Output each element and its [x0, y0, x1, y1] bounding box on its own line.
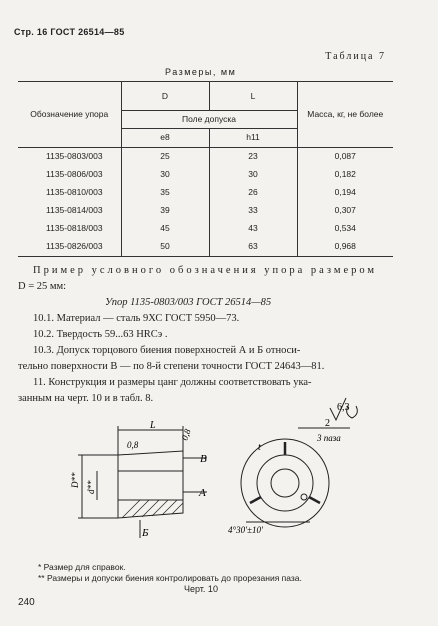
page-header: Стр. 16 ГОСТ 26514—85 [14, 27, 125, 37]
example-line-2: D = 25 мм: [18, 281, 67, 292]
label-angle: 4°30'±10' [228, 525, 263, 535]
label-L: L [150, 420, 156, 431]
col-D-header: D [121, 82, 209, 111]
paragraph-11-a: 11. Конструкция и размеры цанг должны соответствовать ука- [33, 377, 312, 388]
cell-designation: 1135-0806/003 [46, 169, 103, 180]
paragraph-10-2: 10.2. Твердость 59...63 HRCэ . [33, 329, 168, 340]
label-d: d** [86, 480, 96, 494]
example-designation: Упор 1135-0803/003 ГОСТ 26514—85 [105, 297, 272, 308]
table-row [18, 148, 393, 167]
footnote-1: * Размер для справок. [38, 562, 126, 572]
col-tolerance-header: Поле допуска [121, 111, 297, 128]
collet-side-view [118, 451, 183, 518]
label-t: t [258, 442, 261, 453]
col-e8-header: e8 [121, 128, 209, 147]
table-row [18, 184, 393, 202]
label-D: D** [70, 472, 80, 488]
col-h11-header: h11 [209, 128, 297, 147]
label-B: В [200, 453, 207, 465]
collet-drawing [0, 395, 438, 570]
table-row [18, 202, 393, 220]
cell-designation: 1135-0818/003 [46, 223, 103, 234]
cell-L: 63 [209, 238, 297, 257]
example-line-1: Пример условного обозначения упора размером [33, 265, 378, 276]
cell-D: 50 [121, 238, 209, 257]
cell-L: 30 [209, 166, 297, 184]
label-chamfer-left: 0,8 [127, 440, 139, 450]
label-slots: 3 паза [317, 433, 341, 443]
cell-designation: 1135-0826/003 [18, 238, 121, 257]
cell-D: 30 [121, 166, 209, 184]
cell-D: 45 [121, 220, 209, 238]
table-caption: Таблица 7 [325, 51, 386, 62]
paragraph-11-b: занным на черт. 10 и в табл. 8. [18, 393, 154, 404]
label-2: 2 [325, 418, 330, 429]
label-chamfer-right: 0,8 [179, 427, 193, 442]
cell-D: 25 [121, 148, 209, 167]
paragraph-10-3-a: 10.3. Допуск торцового биения поверхностей А и Б относи- [33, 345, 301, 356]
roughness-value: 6,3 [337, 402, 350, 413]
cell-mass: 0,194 [297, 184, 393, 202]
cell-D: 35 [121, 184, 209, 202]
footnote-2: ** Размеры и допуски биения контролировать до прорезания паза. [38, 573, 302, 583]
col-mass-header: Масса, кг, не более [297, 82, 393, 148]
drawing-caption: Черт. 10 [184, 584, 218, 594]
label-Bb: Б [142, 527, 149, 539]
table-row [18, 220, 393, 238]
cell-mass: 0,534 [297, 220, 393, 238]
table-row [18, 166, 393, 184]
cell-L: 33 [209, 202, 297, 220]
col-L-header: L [209, 82, 297, 111]
cell-L: 26 [209, 184, 297, 202]
cell-mass: 0,182 [297, 166, 393, 184]
paragraph-10-3-b: тельно поверхности В — по 8-й степени точности ГОСТ 24643—81. [18, 361, 325, 372]
dimensions-table [18, 81, 393, 257]
sizes-label: Размеры, мм [165, 67, 237, 77]
label-A: А [199, 487, 206, 499]
col-designation-header: Обозначение упора [18, 82, 121, 148]
cell-designation: 1135-0810/003 [46, 187, 103, 198]
cell-mass: 0,307 [297, 202, 393, 220]
cell-L: 23 [209, 148, 297, 167]
cell-L: 43 [209, 220, 297, 238]
cell-D: 39 [121, 202, 209, 220]
cell-mass: 0,968 [297, 238, 393, 257]
page-number: 240 [18, 597, 35, 608]
cell-designation: 1135-0803/003 [46, 151, 103, 162]
table-row [18, 238, 393, 257]
cell-designation: 1135-0814/003 [46, 205, 103, 216]
cell-mass: 0,087 [297, 148, 393, 167]
paragraph-10-1: 10.1. Материал — сталь 9ХС ГОСТ 5950—73. [33, 313, 240, 324]
